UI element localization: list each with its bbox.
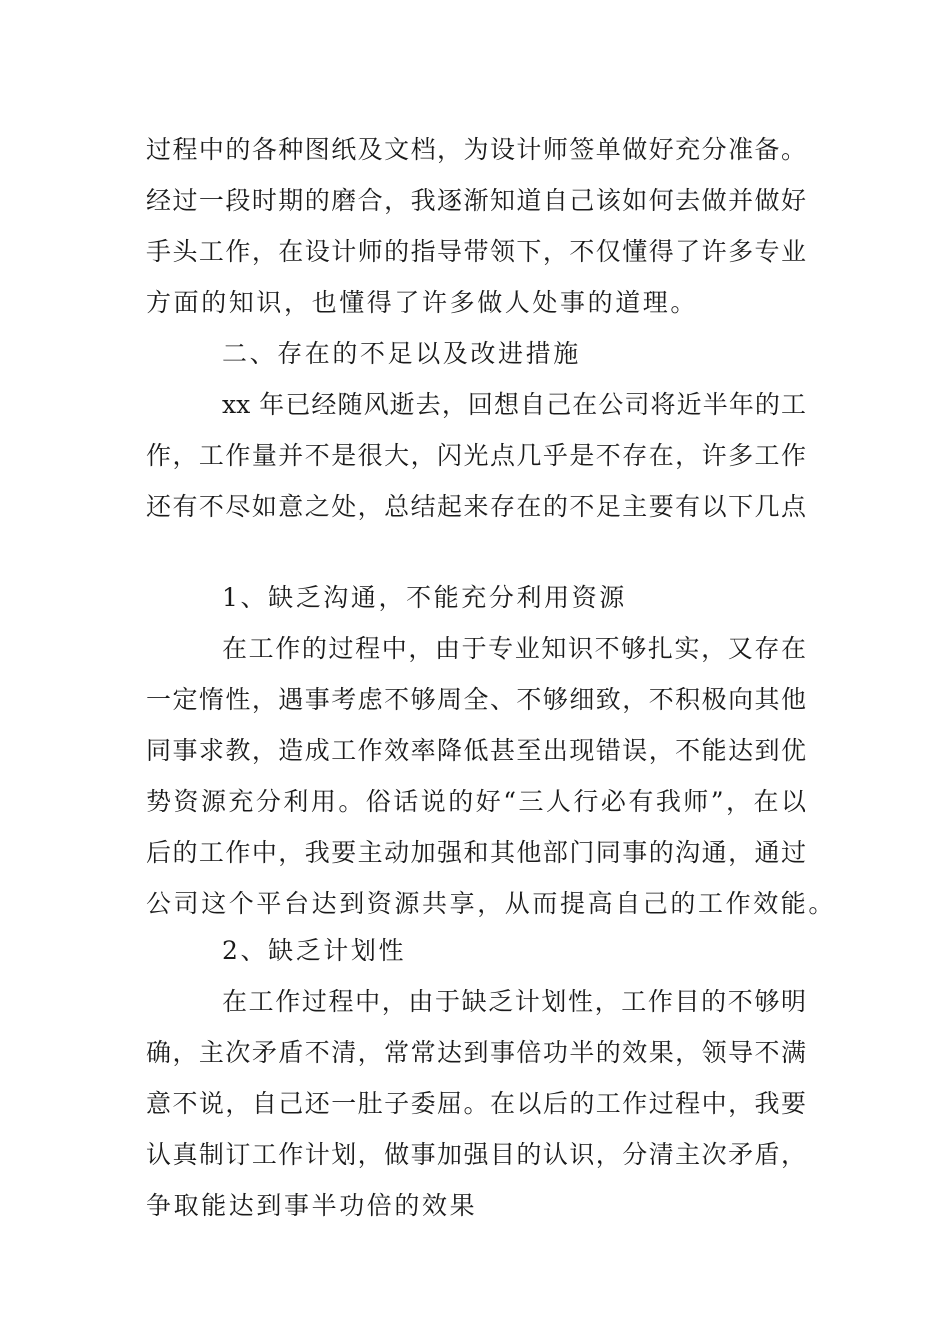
subsection-heading: 1、缺乏沟通，不能充分利用资源 (222, 583, 627, 612)
body-line: 认真制订工作计划，做事加强目的认识，分清主次矛盾， (146, 1140, 806, 1169)
body-line: 过程中的各种图纸及文档，为设计师签单做好充分准备。 (146, 135, 806, 164)
body-line: 方面的知识，也懂得了许多做人处事的道理。 (146, 288, 699, 317)
body-line: 势资源充分利用。俗话说的好“三人行必有我师”，在以 (146, 787, 806, 816)
body-line: 作，工作量并不是很大，闪光点几乎是不存在，许多工作 (146, 441, 806, 470)
body-line: 意不说，自己还一肚子委屈。在以后的工作过程中，我要 (146, 1089, 806, 1118)
body-line: 确，主次矛盾不清，常常达到事倍功半的效果，领导不满 (146, 1038, 806, 1067)
body-line: 一定惰性，遇事考虑不够周全、不够细致，不积极向其他 (146, 685, 806, 714)
subsection-heading: 2、缺乏计划性 (222, 936, 407, 965)
body-line: 还有不尽如意之处，总结起来存在的不足主要有以下几点 (146, 492, 806, 521)
body-line: 手头工作，在设计师的指导带领下，不仅懂得了许多专业 (146, 237, 806, 266)
body-line: 同事求教，造成工作效率降低甚至出现错误，不能达到优 (146, 736, 806, 765)
body-line: 在工作过程中，由于缺乏计划性，工作目的不够明 (222, 987, 806, 1016)
body-line: 后的工作中，我要主动加强和其他部门同事的沟通，通过 (146, 838, 806, 867)
body-line: 在工作的过程中，由于专业知识不够扎实，又存在 (222, 634, 806, 663)
body-line: 公司这个平台达到资源共享，从而提高自己的工作效能。 (146, 889, 837, 918)
body-line: 经过一段时期的磨合，我逐渐知道自己该如何去做并做好 (146, 186, 806, 215)
body-line: xx 年已经随风逝去，回想自己在公司将近半年的工 (222, 390, 806, 419)
body-line: 争取能达到事半功倍的效果 (146, 1191, 478, 1220)
section-heading: 二、存在的不足以及改进措施 (222, 339, 581, 368)
